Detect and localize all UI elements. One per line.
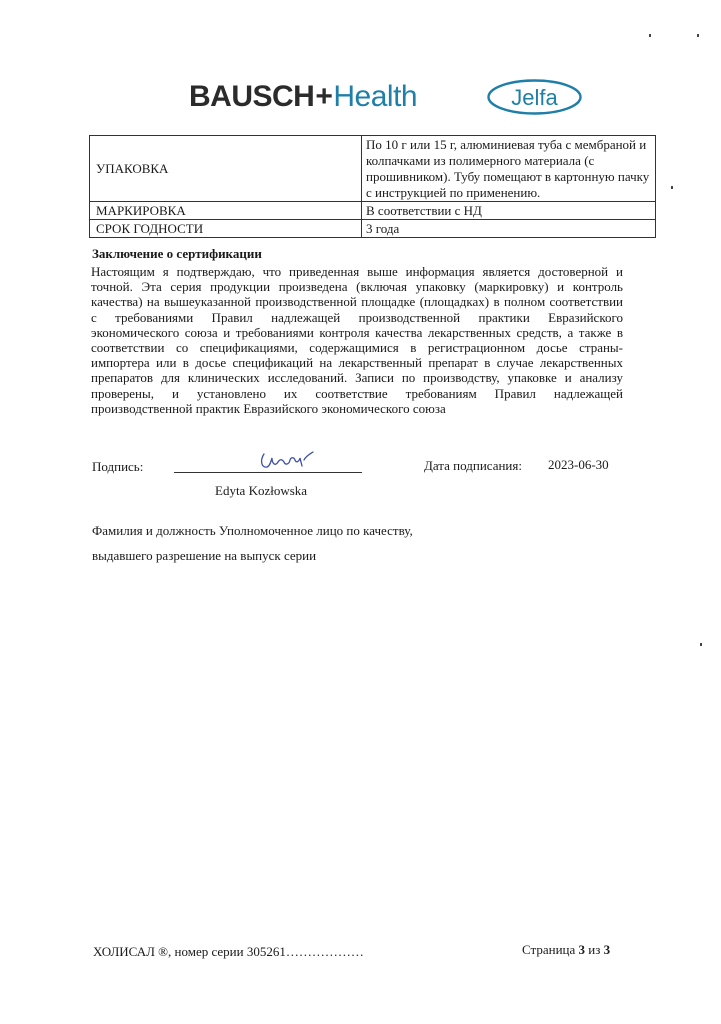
- scan-speck: [697, 34, 699, 37]
- page-of: из: [588, 942, 601, 957]
- page-word: Страница: [522, 942, 576, 957]
- logo-jelfa-text: Jelfa: [511, 85, 558, 110]
- row-value: По 10 г или 15 г, алюминиевая туба с мембраной и колпачками из полимерного материала (с прошивником). Тубу помещают в картонную пачку с инструкцией по применению.: [362, 136, 656, 202]
- row-key: УПАКОВКА: [90, 136, 362, 202]
- footer-page-number: [522, 942, 610, 958]
- scan-speck: [671, 186, 673, 189]
- role-line-1: Фамилия и должность Уполномоченное лицо по качеству,: [92, 523, 413, 538]
- date-value: 2023-06-30: [548, 457, 609, 472]
- date-label: Дата подписания:: [424, 458, 522, 473]
- logo-health-text: Health: [333, 80, 418, 113]
- table-row: [90, 136, 656, 202]
- logo-bausch-text: BAUSCH: [189, 80, 315, 113]
- logo-plus-text: +: [315, 80, 333, 113]
- role-line-2: выдавшего разрешение на выпуск серии: [92, 548, 317, 563]
- row-key: СРОК ГОДНОСТИ: [90, 220, 362, 238]
- conclusion-text: Настоящим я подтверждаю, что приведенная выше информация является достоверной и точной. Эта серия продукции произведена (включая упаковку (маркировку) и контроль качества) на вышеуказанной производственной площадке (площадках) в полном соответствии с требованиями Правил надлежащей производственной практики Евразийского экономического союза и требованиями контроля качества лекарственных средств, а также в соответствии со спецификациями, содержащимися в регистрационном досье страны-импортера или в досье спецификаций на лекарственный препарат в случае лекарственных препаратов для клинических исследований. Записи по производству, упаковке и анализу проверены, и установлено их соответствие требованиям Правил надлежащей производственной практик Евразийского экономического союза: [91, 264, 623, 416]
- bausch-health-logo: [189, 80, 417, 114]
- page-current: 3: [578, 942, 586, 957]
- page-total: 3: [603, 942, 611, 957]
- table-row: [90, 220, 656, 238]
- scan-speck: [700, 643, 702, 646]
- footer-product: ХОЛИСАЛ ®, номер серии 305261………………: [93, 944, 364, 959]
- row-key: МАРКИРОВКА: [90, 202, 362, 220]
- table-row: [90, 202, 656, 220]
- signatory-name: Edyta Kozłowska: [215, 483, 308, 498]
- row-value: В соответствии с НД: [362, 202, 656, 220]
- signature-line: [174, 472, 362, 473]
- spec-table: [89, 135, 656, 238]
- row-value: 3 года: [362, 220, 656, 238]
- jelfa-logo: [486, 78, 583, 116]
- scan-speck: [649, 34, 651, 37]
- conclusion-title: Заключение о сертификации: [92, 246, 262, 261]
- signature-label: Подпись:: [92, 459, 144, 474]
